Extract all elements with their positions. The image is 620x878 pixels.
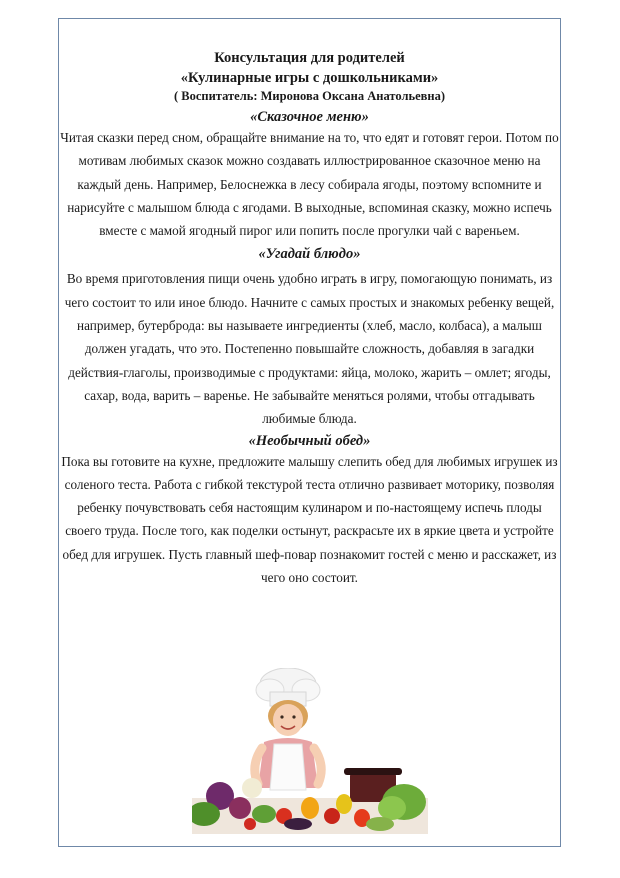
section-heading-fairy-menu: «Сказочное меню» xyxy=(250,109,369,125)
section-text-unusual-lunch: Пока вы готовите на кухне, предложите малышу слепить обед для любимых игрушек из соленого теста. Работа с гибкой текстурой теста отлично развивает моторику, позволяя ребенку почувствовать себя настоящим кулинаром и по-настоящему испечь плоды своего труда. После того, как поделки остынут, раскрасьте их в яркие цвета и устройте обед для игрушек. Пусть главный шеф-повар познакомит гостей с меню и расскажет, из чего оно состоит. xyxy=(61,453,558,586)
section-heading-unusual-lunch: «Необычный обед» xyxy=(248,432,371,449)
section-text-fairy-menu: Читая сказки перед сном, обращайте внимание на то, что едят и готовят герои. Потом по мотивам любимых сказок можно создавать иллюстрированное сказочное меню на каждый день. Например, Белоснежка в лесу собирала ягоды, поэтому вспомните и нарисуйте с малышом блюда с ягодами. В выходные, вспоминая сказку, можно испечь вместе с мамой ягодный пирог или попить после прогулки чай с вареньем. xyxy=(60,130,559,239)
document-title: Консультация для родителей xyxy=(214,50,405,66)
document-content xyxy=(58,48,561,589)
section-text-guess-dish: Во время приготовления пищи очень удобно играть в игру, помогающую понимать, из чего состоит то или иное блюдо. Начните с самых простых и знакомых ребенку вещей, например, бутерброда: вы называете ингредиенты (хлеб, масло, колбаса), а малыш должен угадать, что это. Постепенно повышайте сложность, добавляя в загадки действия-глаголы, производимые с продуктами: яйца, молоко, жарить – омлет; ягоды, сахар, вода, варить – варенье. Не забывайте меняться ролями, чтобы отгадывать любимые блюда. xyxy=(64,271,555,427)
section-heading-guess-dish: «Угадай блюдо» xyxy=(258,246,361,263)
child-chef-vegetables-illustration xyxy=(192,668,428,834)
author-line: ( Воспитатель: Миронова Оксана Анатольевна) xyxy=(173,89,445,103)
document-subtitle: «Кулинарные игры с дошкольниками» xyxy=(180,70,439,86)
